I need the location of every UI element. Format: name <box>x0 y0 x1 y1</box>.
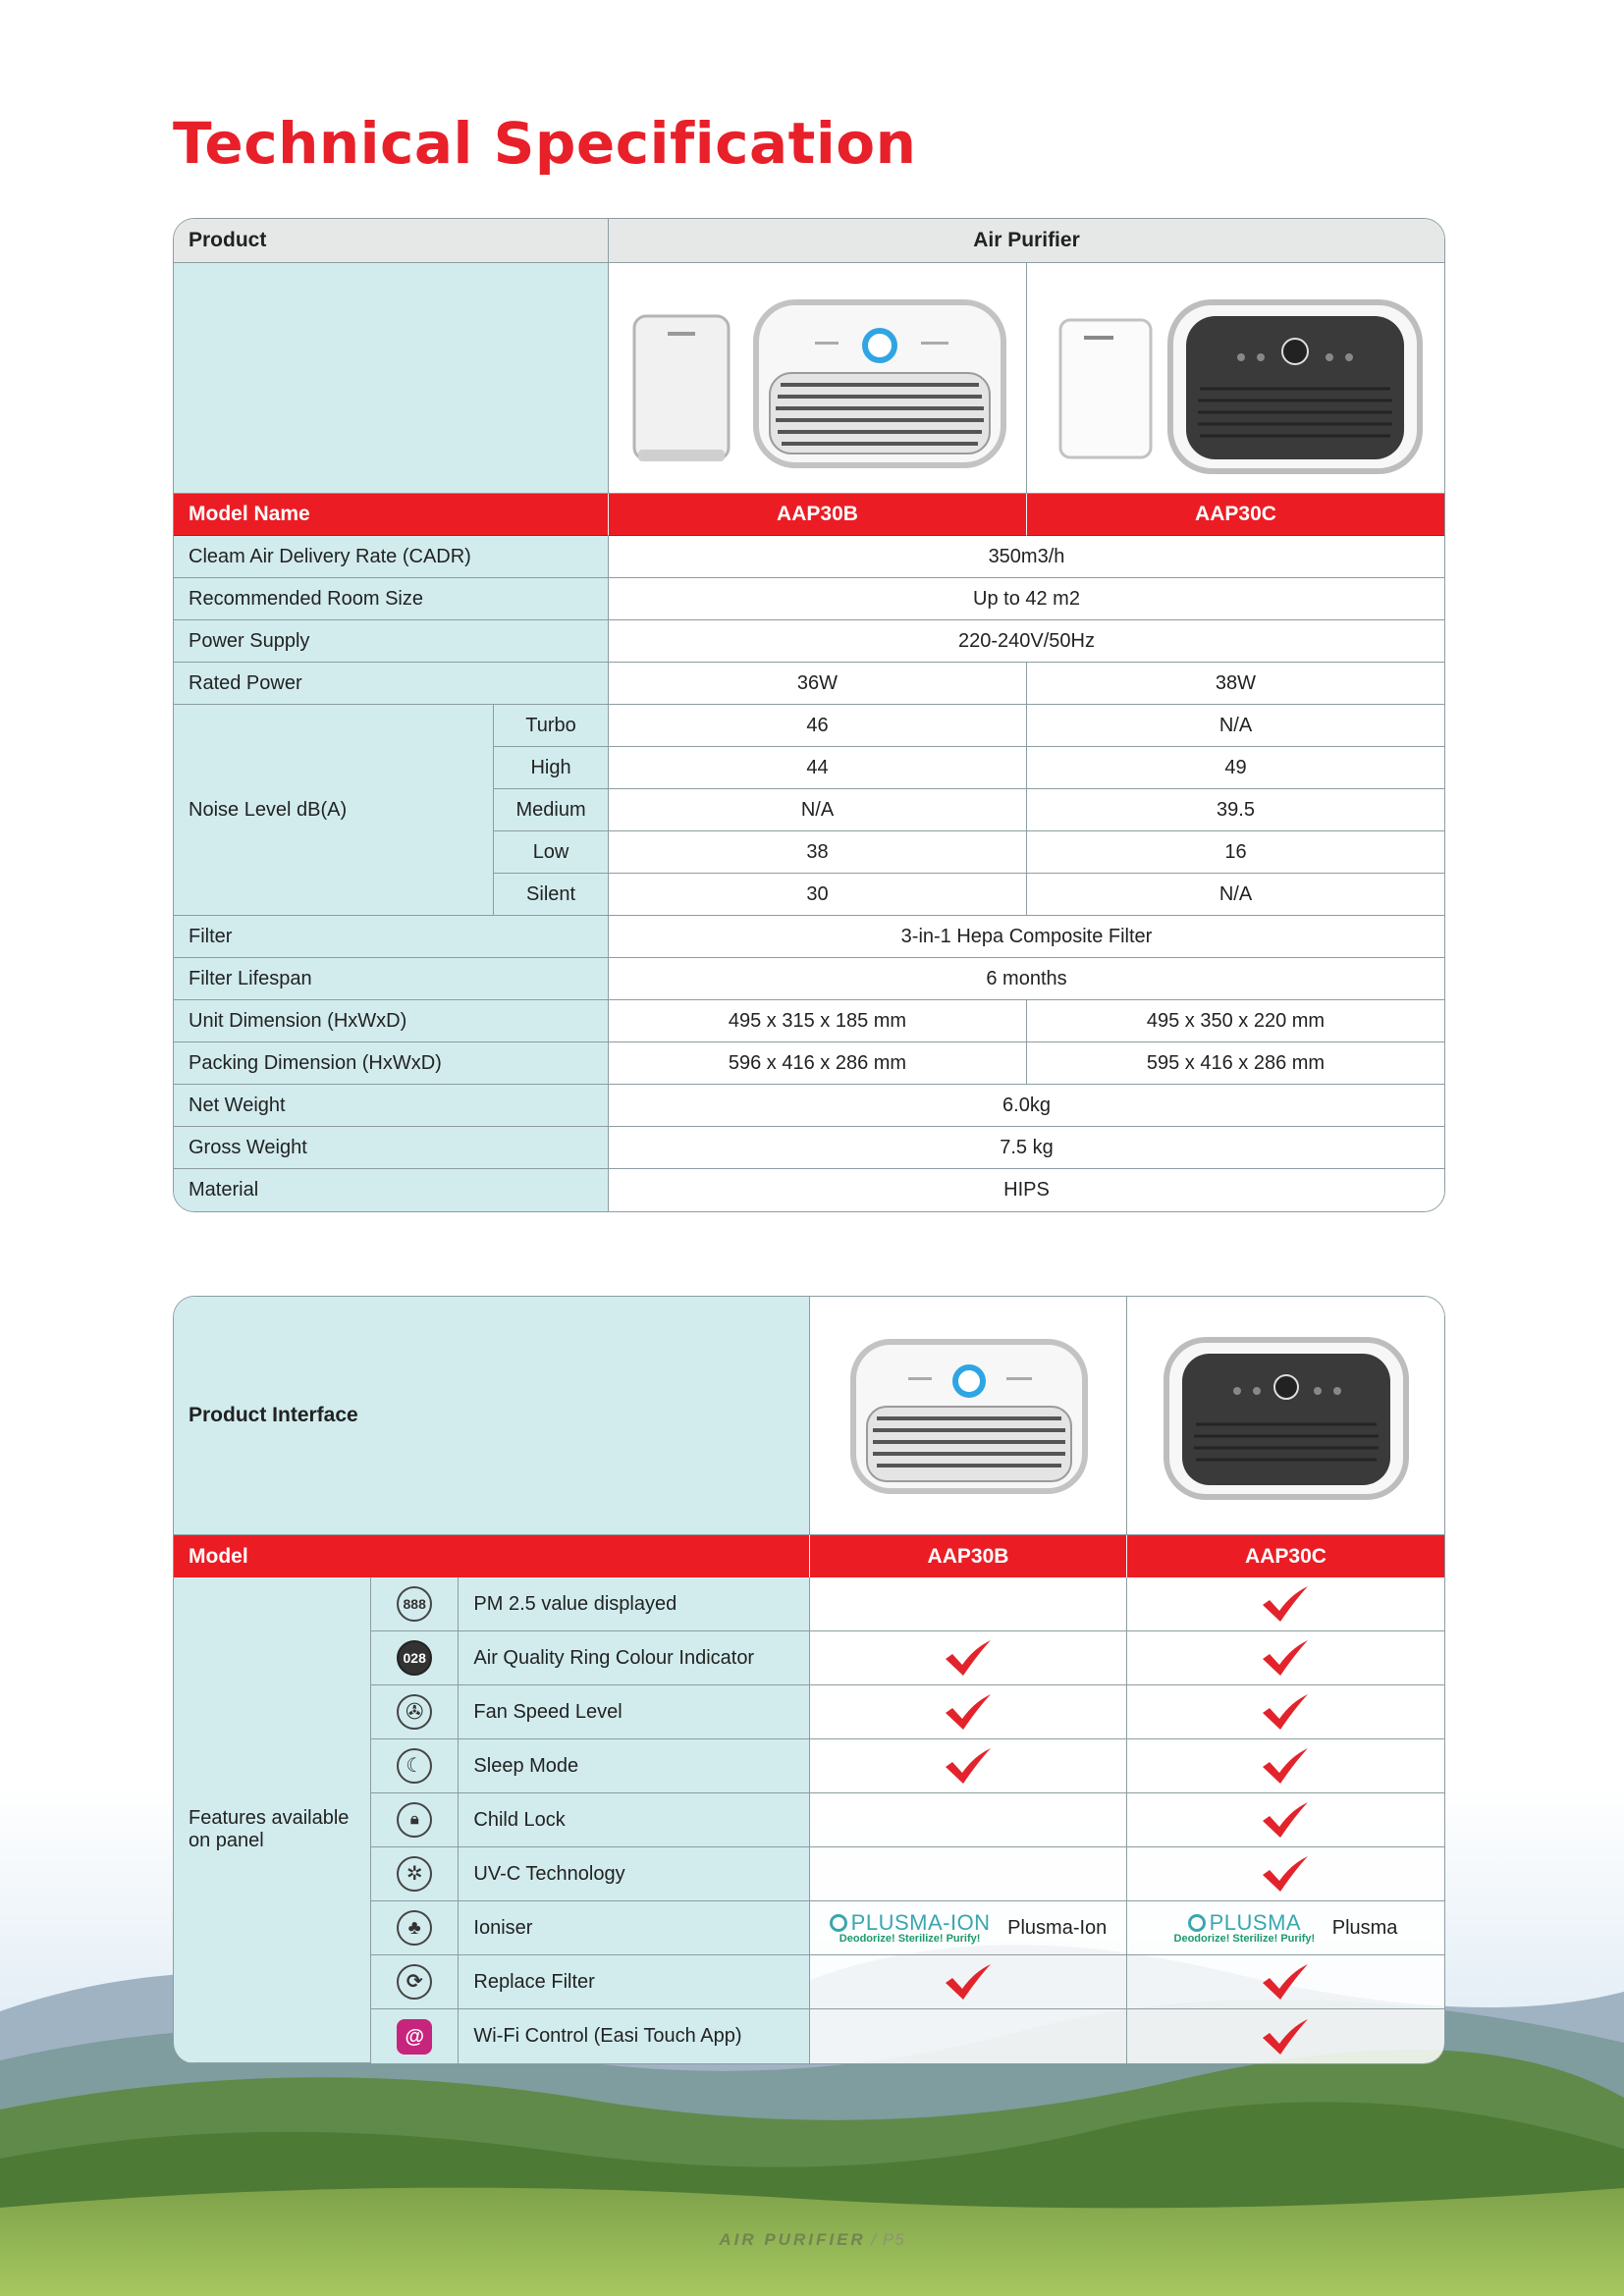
noise-level-label: Noise Level dB(A) <box>174 705 494 916</box>
feature-aap30c <box>1127 1739 1444 1793</box>
check-icon <box>1260 1746 1311 1786</box>
feature-rows <box>174 1577 1444 2063</box>
feature-label: PM 2.5 value displayed <box>459 1577 810 1631</box>
check-icon <box>1260 1962 1311 2002</box>
feature-icon-cell <box>371 1901 459 1955</box>
spec-header-row <box>174 219 1444 263</box>
noise-value-aap30b: 30 <box>609 874 1027 916</box>
check-icon <box>1260 1854 1311 1894</box>
noise-level-name: Silent <box>494 874 609 916</box>
fan-icon: ✇ <box>397 1694 432 1730</box>
check-icon <box>943 1692 994 1732</box>
spec-value-aap30b: 495 x 315 x 185 mm <box>609 1000 1027 1042</box>
check-icon <box>943 1638 994 1678</box>
feature-aap30b <box>810 1847 1127 1901</box>
model-name-row <box>174 494 1444 536</box>
noise-level-name: Turbo <box>494 705 609 747</box>
check-icon <box>1260 2017 1311 2056</box>
spec-label: Material <box>174 1169 609 1211</box>
page-title: Technical Specification <box>173 110 917 177</box>
feature-label: UV-C Technology <box>459 1847 810 1901</box>
spec-value-aap30c: 595 x 416 x 286 mm <box>1027 1042 1444 1085</box>
check-icon <box>1260 1800 1311 1840</box>
spec-label: Filter Lifespan <box>174 958 609 1000</box>
spec-header-label: Product <box>174 219 609 263</box>
ioniser-aap30c <box>1127 1901 1444 1955</box>
plusma-tagline: Deodorize! Sterilize! Purify! <box>1173 1932 1316 1945</box>
sleep-mode-icon: ☾ <box>397 1748 432 1784</box>
feature-label: Wi-Fi Control (Easi Touch App) <box>459 2009 810 2063</box>
spec-row-rated-power <box>174 663 1444 705</box>
noise-value-aap30c: N/A <box>1027 705 1444 747</box>
spec-row-packing-dimension <box>174 1042 1444 1085</box>
feature-aap30b <box>810 1955 1127 2009</box>
interface-title: Product Interface <box>174 1297 810 1535</box>
spec-label: Packing Dimension (HxWxD) <box>174 1042 609 1085</box>
feature-aap30c <box>1127 1847 1444 1901</box>
spec-row-unit-dimension <box>174 1000 1444 1042</box>
spec-label: Recommended Room Size <box>174 578 609 620</box>
feature-aap30b <box>810 2009 1127 2063</box>
spec-row-material <box>174 1169 1444 1211</box>
features-label-text: Features available on panel <box>189 1807 350 1851</box>
spec-label: Cleam Air Delivery Rate (CADR) <box>174 536 609 578</box>
interface-model-label: Model <box>174 1535 810 1577</box>
noise-value-aap30c: 39.5 <box>1027 789 1444 831</box>
feature-label: Child Lock <box>459 1793 810 1847</box>
spec-value: 3-in-1 Hepa Composite Filter <box>609 916 1444 958</box>
feature-label: Air Quality Ring Colour Indicator <box>459 1631 810 1685</box>
feature-label: Replace Filter <box>459 1955 810 2009</box>
feature-aap30b <box>810 1577 1127 1631</box>
plusma-ion-tagline: Deodorize! Sterilize! Purify! <box>839 1932 981 1945</box>
feature-aap30c <box>1127 1793 1444 1847</box>
uvc-icon: ✲ <box>397 1856 432 1892</box>
feature-aap30c <box>1127 1685 1444 1739</box>
spec-value-aap30c: 38W <box>1027 663 1444 705</box>
aap30b-panel-image <box>810 1297 1127 1535</box>
spec-value: 220-240V/50Hz <box>609 620 1444 663</box>
spec-row-cadr <box>174 536 1444 578</box>
plusma-ion-logo <box>830 1911 991 1946</box>
spec-value-aap30b: 36W <box>609 663 1027 705</box>
page-footer <box>0 2230 1624 2250</box>
feature-row <box>174 1577 1444 1631</box>
interface-model-row <box>174 1535 1444 1577</box>
aap30c-panel-image <box>1127 1297 1444 1535</box>
feature-aap30b <box>810 1739 1127 1793</box>
noise-value-aap30c: 49 <box>1027 747 1444 789</box>
feature-icon-cell <box>371 1631 459 1685</box>
feature-icon-cell <box>371 1577 459 1631</box>
feature-aap30b <box>810 1793 1127 1847</box>
check-icon <box>1260 1638 1311 1678</box>
replace-filter-icon: ⟳ <box>397 1964 432 2000</box>
spec-row-net-weight <box>174 1085 1444 1127</box>
features-label <box>174 1577 371 2063</box>
spec-value: 7.5 kg <box>609 1127 1444 1169</box>
feature-aap30c <box>1127 1631 1444 1685</box>
spec-row-gross-weight <box>174 1127 1444 1169</box>
spec-label: Unit Dimension (HxWxD) <box>174 1000 609 1042</box>
noise-value-aap30b: N/A <box>609 789 1027 831</box>
noise-value-aap30b: 44 <box>609 747 1027 789</box>
noise-value-aap30b: 38 <box>609 831 1027 874</box>
footer-page-number: / P5 <box>865 2230 905 2249</box>
feature-icon-cell <box>371 1793 459 1847</box>
interface-header-row <box>174 1297 1444 1535</box>
model-aap30c: AAP30C <box>1027 494 1444 536</box>
feature-icon-cell <box>371 1739 459 1793</box>
ioniser-label-aap30b: Plusma-Ion <box>1007 1916 1108 1939</box>
interface-model-aap30b: AAP30B <box>810 1535 1127 1577</box>
feature-icon-cell <box>371 1955 459 2009</box>
plusma-logo <box>1174 1911 1316 1946</box>
noise-row-turbo <box>174 705 1444 747</box>
feature-icon-cell <box>371 2009 459 2063</box>
spec-row-room-size <box>174 578 1444 620</box>
feature-label: Ioniser <box>459 1901 810 1955</box>
feature-aap30c <box>1127 2009 1444 2063</box>
plusma-brand: PLUSMA <box>1209 1909 1302 1935</box>
noise-level-name: Low <box>494 831 609 874</box>
spec-value: 6 months <box>609 958 1444 1000</box>
spec-label: Net Weight <box>174 1085 609 1127</box>
feature-aap30b <box>810 1685 1127 1739</box>
technical-specification-table <box>173 218 1445 1212</box>
spec-row-filter <box>174 916 1444 958</box>
product-images-label-cell <box>174 263 609 494</box>
feature-icon-cell <box>371 1847 459 1901</box>
spec-value: 350m3/h <box>609 536 1444 578</box>
aap30b-image <box>609 263 1027 494</box>
spec-row-filter-lifespan <box>174 958 1444 1000</box>
ioniser-icon: ♣ <box>397 1910 432 1946</box>
pm25-display-icon: 888 <box>397 1586 432 1622</box>
noise-level-name: Medium <box>494 789 609 831</box>
model-name-label: Model Name <box>174 494 609 536</box>
noise-value-aap30b: 46 <box>609 705 1027 747</box>
spec-header-value: Air Purifier <box>609 219 1444 263</box>
spec-row-power-supply <box>174 620 1444 663</box>
check-icon <box>943 1746 994 1786</box>
spec-value: HIPS <box>609 1169 1444 1211</box>
spec-label: Gross Weight <box>174 1127 609 1169</box>
aap30c-image <box>1027 263 1444 494</box>
spec-value-aap30c: 495 x 350 x 220 mm <box>1027 1000 1444 1042</box>
spec-label: Power Supply <box>174 620 609 663</box>
air-quality-ring-icon: 028 <box>397 1640 432 1676</box>
product-interface-table <box>173 1296 1445 2064</box>
feature-aap30c <box>1127 1955 1444 2009</box>
footer-label: AIR PURIFIER <box>719 2230 866 2249</box>
child-lock-icon: 🔒︎ <box>397 1802 432 1838</box>
spec-label: Rated Power <box>174 663 609 705</box>
feature-label: Fan Speed Level <box>459 1685 810 1739</box>
feature-aap30c <box>1127 1577 1444 1631</box>
ioniser-label-aap30c: Plusma <box>1331 1916 1398 1939</box>
spec-label: Filter <box>174 916 609 958</box>
spec-value: 6.0kg <box>609 1085 1444 1127</box>
noise-level-name: High <box>494 747 609 789</box>
feature-label: Sleep Mode <box>459 1739 810 1793</box>
check-icon <box>943 1962 994 2002</box>
feature-aap30b <box>810 1631 1127 1685</box>
feature-icon-cell <box>371 1685 459 1739</box>
noise-value-aap30c: 16 <box>1027 831 1444 874</box>
check-icon <box>1260 1584 1311 1624</box>
spec-value: Up to 42 m2 <box>609 578 1444 620</box>
plusma-ion-brand: PLUSMA-ION <box>850 1909 991 1935</box>
spec-value-aap30b: 596 x 416 x 286 mm <box>609 1042 1027 1085</box>
model-aap30b: AAP30B <box>609 494 1027 536</box>
wifi-app-icon: @ <box>397 2019 432 2055</box>
product-images-row <box>174 263 1444 494</box>
noise-value-aap30c: N/A <box>1027 874 1444 916</box>
interface-model-aap30c: AAP30C <box>1127 1535 1444 1577</box>
check-icon <box>1260 1692 1311 1732</box>
ioniser-aap30b <box>810 1901 1127 1955</box>
